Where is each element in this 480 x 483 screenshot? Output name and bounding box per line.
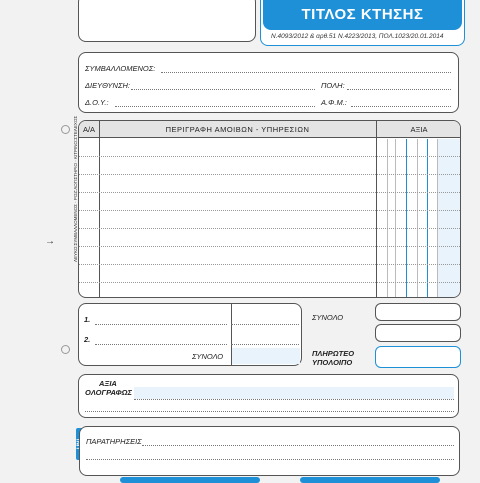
value-subcol-4 <box>417 139 418 298</box>
payable-label-2: ΥΠΟΛΟΙΠΟ <box>312 358 353 367</box>
subtotal-label: ΣΥΝΟΛΟ <box>192 352 224 361</box>
value-subcol-5 <box>427 139 428 298</box>
notes-line-2[interactable] <box>86 459 454 460</box>
table-row <box>79 228 460 229</box>
table-row <box>79 156 460 157</box>
amount-words-label-1: ΑΞΙΑ <box>99 379 117 388</box>
arrow-icon: → <box>45 236 55 247</box>
legal-reference: Ν.4093/2012 & αρθ.51 Ν.4223/2013, ΠΟΛ.1023/20.01.2014 <box>271 33 444 40</box>
footer-strip-right <box>300 477 440 483</box>
subtotal-line-1-label: 1. <box>84 315 91 324</box>
subtotal-value-line-1 <box>231 324 299 325</box>
subtotal-line-1-field[interactable] <box>95 324 227 325</box>
table-row <box>79 174 460 175</box>
city-field[interactable] <box>347 89 451 90</box>
subtotal-box <box>78 303 302 366</box>
punch-hole-top <box>61 125 70 134</box>
col-index-header: Α/Α <box>82 125 96 134</box>
value-subcol-6 <box>437 139 438 298</box>
table-row <box>79 246 460 247</box>
value-column-shade <box>437 139 461 298</box>
contractor-box <box>78 52 459 113</box>
city-label: ΠΟΛΗ: <box>321 81 345 90</box>
counterparty-label: ΣΥΜΒΑΛΛΟΜΕΝΟΣ: <box>85 64 156 73</box>
col-description-header: ΠΕΡΙΓΡΑΦΗ ΑΜΟΙΒΩΝ - ΥΠΗΡΕΣΙΩΝ <box>165 125 310 134</box>
col-value-header: ΑΞΙΑ <box>410 125 428 134</box>
value-subcol-1 <box>387 139 388 298</box>
value-subcol-3 <box>406 139 407 298</box>
notes-line-1[interactable] <box>142 445 454 446</box>
counterparty-field[interactable] <box>161 72 451 73</box>
col-sep-index <box>99 121 100 297</box>
address-label: ΔΙΕΥΘΥΝΣΗ: <box>85 81 130 90</box>
payable-label-1: ΠΛΗΡΩΤΕΟ <box>312 349 355 358</box>
table-row <box>79 282 460 283</box>
table-row <box>79 264 460 265</box>
subtotal-value-line-2 <box>231 344 299 345</box>
subtotal-line-2-label: 2. <box>84 335 91 344</box>
document-title: ΤΙΤΛΟΣ ΚΤΗΣΗΣ <box>263 0 462 30</box>
total-value-box-2[interactable] <box>375 324 461 342</box>
notes-label: ΠΑΡΑΤΗΡΗΣΕΙΣ <box>86 437 142 446</box>
tax-office-label: Δ.Ο.Υ.: <box>85 98 109 107</box>
amount-words-line-2 <box>85 411 454 412</box>
table-row <box>79 210 460 211</box>
col-sep-value <box>376 121 377 297</box>
vat-field[interactable] <box>351 106 451 107</box>
subtotal-line-2-field[interactable] <box>95 344 227 345</box>
tax-office-field[interactable] <box>115 106 315 107</box>
copy-distribution-note: ΛΕΥΚΟ:ΣΥΜΒΑΛΛΟΜΕΝΟΣ · ΡΟΖ:ΛΟΓΙΣΤΗΡΙΟ · ΚΙΤΡΙΝΟ:ΣΤΕΛΕΧΟΣ <box>73 115 78 262</box>
amount-words-label-2: ΟΛΟΓΡΑΦΩΣ <box>85 388 132 397</box>
amount-words-field[interactable] <box>134 387 454 399</box>
footer-strip-left <box>120 477 260 483</box>
vat-label: Α.Φ.Μ.: <box>321 98 347 107</box>
amount-words-line-1 <box>134 399 454 400</box>
subtotal-value-field[interactable] <box>232 348 300 364</box>
punch-hole-bottom <box>61 345 70 354</box>
total-label: ΣΥΝΟΛΟ <box>312 313 344 322</box>
table-row <box>79 192 460 193</box>
address-field[interactable] <box>131 89 315 90</box>
issuer-box <box>78 0 256 42</box>
notes-box <box>79 426 460 476</box>
total-value-box-1[interactable] <box>375 303 461 321</box>
amount-words-box <box>78 374 459 418</box>
items-table <box>78 120 461 298</box>
payable-value-box[interactable] <box>375 346 461 368</box>
value-subcol-2 <box>395 139 396 298</box>
